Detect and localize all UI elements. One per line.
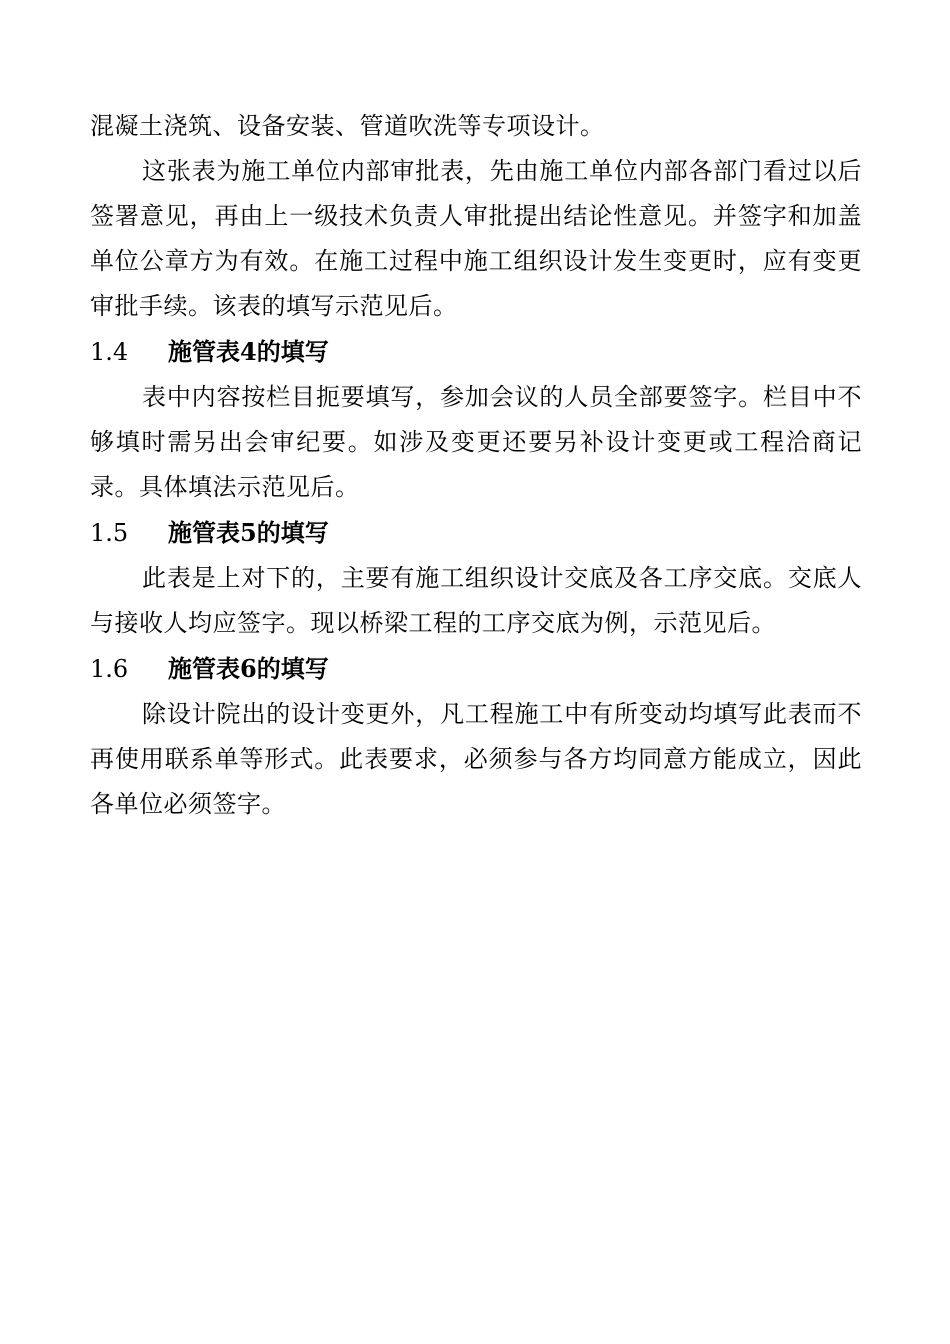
section-heading bbox=[90, 510, 862, 556]
section-number: 1.4 bbox=[90, 338, 129, 366]
section-title: 施管表5的填写 bbox=[168, 518, 329, 547]
section-title: 施管表6的填写 bbox=[168, 654, 329, 683]
section-paragraph: 表中内容按栏目扼要填写，参加会议的人员全部要签字。栏目中不够填时需另出会审纪要。如涉及变更还要另补设计变更或工程洽商记录。具体填法示范见后。 bbox=[90, 383, 862, 501]
section-number: 1.6 bbox=[90, 655, 129, 683]
section-1-6 bbox=[90, 646, 862, 827]
section-paragraph: 除设计院出的设计变更外，凡工程施工中有所变动均填写此表而不再使用联系单等形式。此表要求，必须参与各方均同意方能成立，因此各单位必须签字。 bbox=[90, 700, 862, 818]
section-title: 施管表4的填写 bbox=[168, 337, 329, 366]
section-heading bbox=[90, 646, 862, 692]
document-body bbox=[90, 104, 862, 827]
section-paragraph: 此表是上对下的，主要有施工组织设计交底及各工序交底。交底人与接收人均应签字。现以桥梁工程的工序交底为例，示范见后。 bbox=[90, 564, 862, 637]
intro-line: 混凝土浇筑、设备安装、管道吹洗等专项设计。 bbox=[90, 112, 605, 140]
paragraph-section-1-3: 这张表为施工单位内部审批表，先由施工单位内部各部门看过以后签署意见，再由上一级技术负责人审批提出结论性意见。并签字和加盖单位公章方为有效。在施工过程中施工组织设计发生变更时，应有变更审批手续。该表的填写示范见后。 bbox=[90, 157, 862, 320]
section-1-5 bbox=[90, 510, 862, 646]
section-heading bbox=[90, 329, 862, 375]
section-number: 1.5 bbox=[90, 519, 129, 547]
section-1-4 bbox=[90, 329, 862, 510]
